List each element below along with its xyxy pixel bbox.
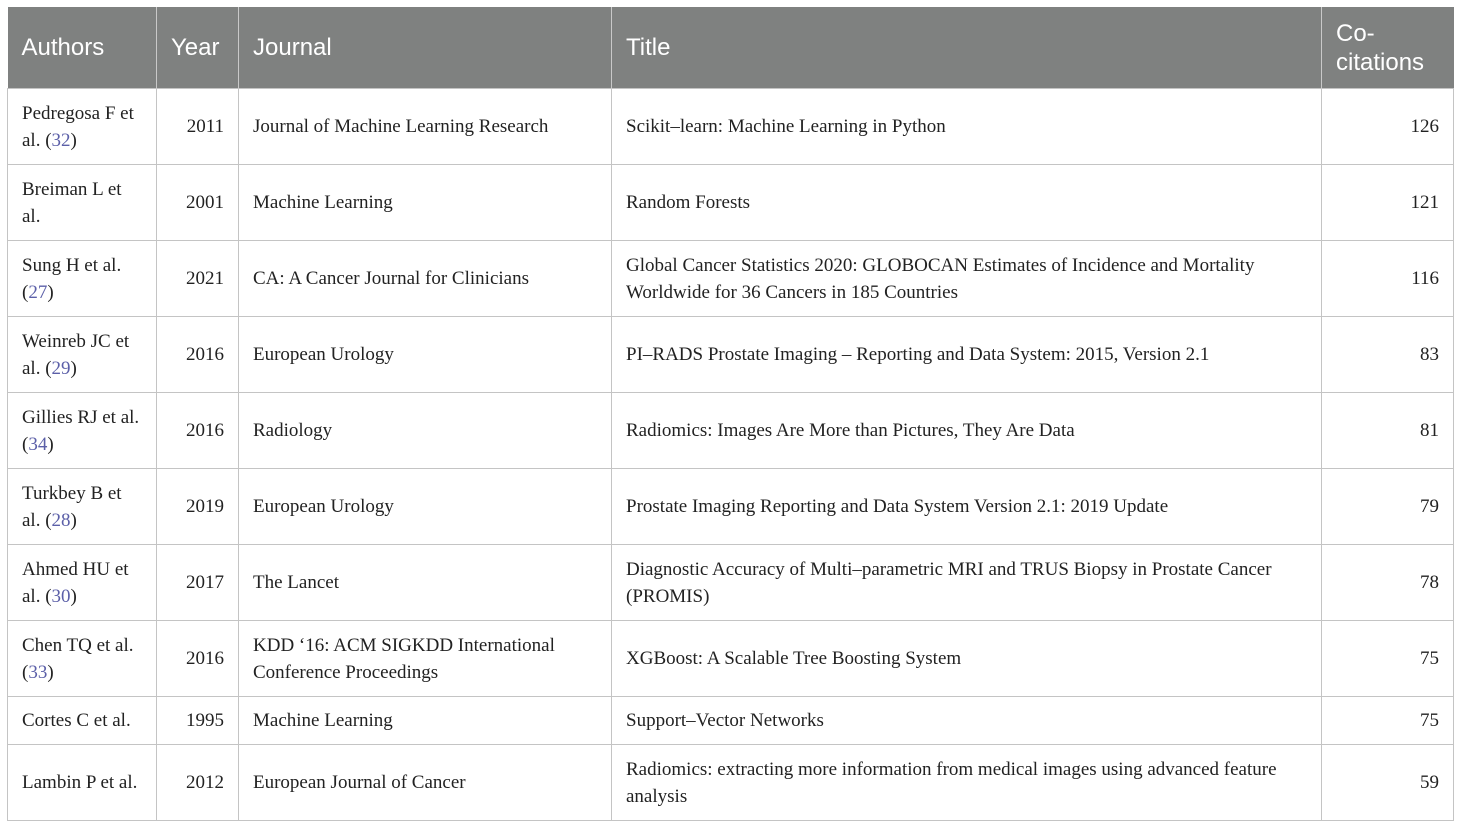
- header-year: Year: [157, 7, 239, 89]
- cell-year: 2016: [157, 393, 239, 469]
- table-row: [8, 241, 1454, 317]
- cell-title: XGBoost: A Scalable Tree Boosting System: [612, 621, 1322, 697]
- reference-link[interactable]: 27: [28, 281, 48, 303]
- cell-journal: European Urology: [239, 469, 612, 545]
- table-row: [8, 745, 1454, 821]
- cell-year: 2001: [157, 165, 239, 241]
- table-row: [8, 545, 1454, 621]
- cell-journal: European Urology: [239, 317, 612, 393]
- cell-journal: Machine Learning: [239, 697, 612, 745]
- author-name: Sung H et al.: [22, 254, 122, 276]
- cell-journal: KDD ‘16: ACM SIGKDD International Conference Proceedings: [239, 621, 612, 697]
- header-journal: Journal: [239, 7, 612, 89]
- author-name: Turkbey B et al.: [22, 482, 122, 531]
- cell-journal: Journal of Machine Learning Research: [239, 89, 612, 165]
- header-cocitations: Co-citations: [1322, 7, 1454, 89]
- cell-year: 1995: [157, 697, 239, 745]
- cell-year: 2011: [157, 89, 239, 165]
- author-name: Breiman L et al.: [22, 178, 122, 227]
- table-row: [8, 393, 1454, 469]
- reference-link[interactable]: 33: [28, 661, 48, 683]
- cell-title: Diagnostic Accuracy of Multi–parametric MRI and TRUS Biopsy in Prostate Cancer (PROMIS): [612, 545, 1322, 621]
- reference-link[interactable]: 29: [51, 357, 71, 379]
- cell-cocitations: 81: [1322, 393, 1454, 469]
- cell-authors: [8, 165, 157, 241]
- table-row: [8, 697, 1454, 745]
- cell-authors: Pedregosa F et al. (32): [8, 89, 157, 165]
- cell-title: Support–Vector Networks: [612, 697, 1322, 745]
- cell-journal: CA: A Cancer Journal for Clinicians: [239, 241, 612, 317]
- cell-cocitations: 126: [1322, 89, 1454, 165]
- cell-year: 2019: [157, 469, 239, 545]
- cell-year: 2012: [157, 745, 239, 821]
- cell-title: Radiomics: extracting more information from medical images using advanced feature analysis: [612, 745, 1322, 821]
- author-name: Cortes C et al.: [22, 710, 131, 731]
- cell-journal: Radiology: [239, 393, 612, 469]
- cell-title: Global Cancer Statistics 2020: GLOBOCAN Estimates of Incidence and Mortality Worldwide for 36 Cancers in 185 Countries: [612, 241, 1322, 317]
- cell-authors: Chen TQ et al. (33): [8, 621, 157, 697]
- author-name: Ahmed HU et al.: [22, 558, 129, 607]
- header-authors: Authors: [8, 7, 157, 89]
- cell-cocitations: 79: [1322, 469, 1454, 545]
- cell-year: 2017: [157, 545, 239, 621]
- cell-title: Scikit–learn: Machine Learning in Python: [612, 89, 1322, 165]
- author-name: Lambin P et al.: [22, 772, 138, 793]
- cell-authors: [8, 745, 157, 821]
- cell-title: Radiomics: Images Are More than Pictures, They Are Data: [612, 393, 1322, 469]
- citation-table-container: [7, 7, 1453, 821]
- reference-link[interactable]: 30: [51, 585, 71, 607]
- header-title: Title: [612, 7, 1322, 89]
- cell-authors: Weinreb JC et al. (29): [8, 317, 157, 393]
- author-name: Chen TQ et al.: [22, 634, 134, 656]
- reference-link[interactable]: 34: [28, 433, 48, 455]
- cell-year: 2016: [157, 317, 239, 393]
- cell-journal: European Journal of Cancer: [239, 745, 612, 821]
- cell-title: PI–RADS Prostate Imaging – Reporting and Data System: 2015, Version 2.1: [612, 317, 1322, 393]
- cell-authors: Sung H et al. (27): [8, 241, 157, 317]
- table-row: [8, 469, 1454, 545]
- cell-cocitations: 121: [1322, 165, 1454, 241]
- cell-authors: [8, 697, 157, 745]
- cell-cocitations: 116: [1322, 241, 1454, 317]
- cell-cocitations: 78: [1322, 545, 1454, 621]
- cell-journal: The Lancet: [239, 545, 612, 621]
- cell-authors: Turkbey B et al. (28): [8, 469, 157, 545]
- cell-journal: Machine Learning: [239, 165, 612, 241]
- cell-cocitations: 59: [1322, 745, 1454, 821]
- table-header-row: [8, 7, 1454, 89]
- co-citation-table: [7, 7, 1454, 821]
- cell-authors: Ahmed HU et al. (30): [8, 545, 157, 621]
- author-name: Weinreb JC et al.: [22, 330, 130, 379]
- cell-year: 2021: [157, 241, 239, 317]
- table-body: [8, 89, 1454, 821]
- table-row: [8, 317, 1454, 393]
- cell-authors: Gillies RJ et al. (34): [8, 393, 157, 469]
- cell-cocitations: 75: [1322, 697, 1454, 745]
- cell-cocitations: 83: [1322, 317, 1454, 393]
- reference-link[interactable]: 32: [51, 129, 71, 151]
- cell-title: Prostate Imaging Reporting and Data System Version 2.1: 2019 Update: [612, 469, 1322, 545]
- cell-cocitations: 75: [1322, 621, 1454, 697]
- author-name: Gillies RJ et al.: [22, 406, 140, 428]
- table-row: [8, 165, 1454, 241]
- cell-year: 2016: [157, 621, 239, 697]
- table-row: [8, 621, 1454, 697]
- cell-title: Random Forests: [612, 165, 1322, 241]
- reference-link[interactable]: 28: [51, 509, 71, 531]
- table-row: [8, 89, 1454, 165]
- author-name: Pedregosa F et al.: [22, 102, 134, 151]
